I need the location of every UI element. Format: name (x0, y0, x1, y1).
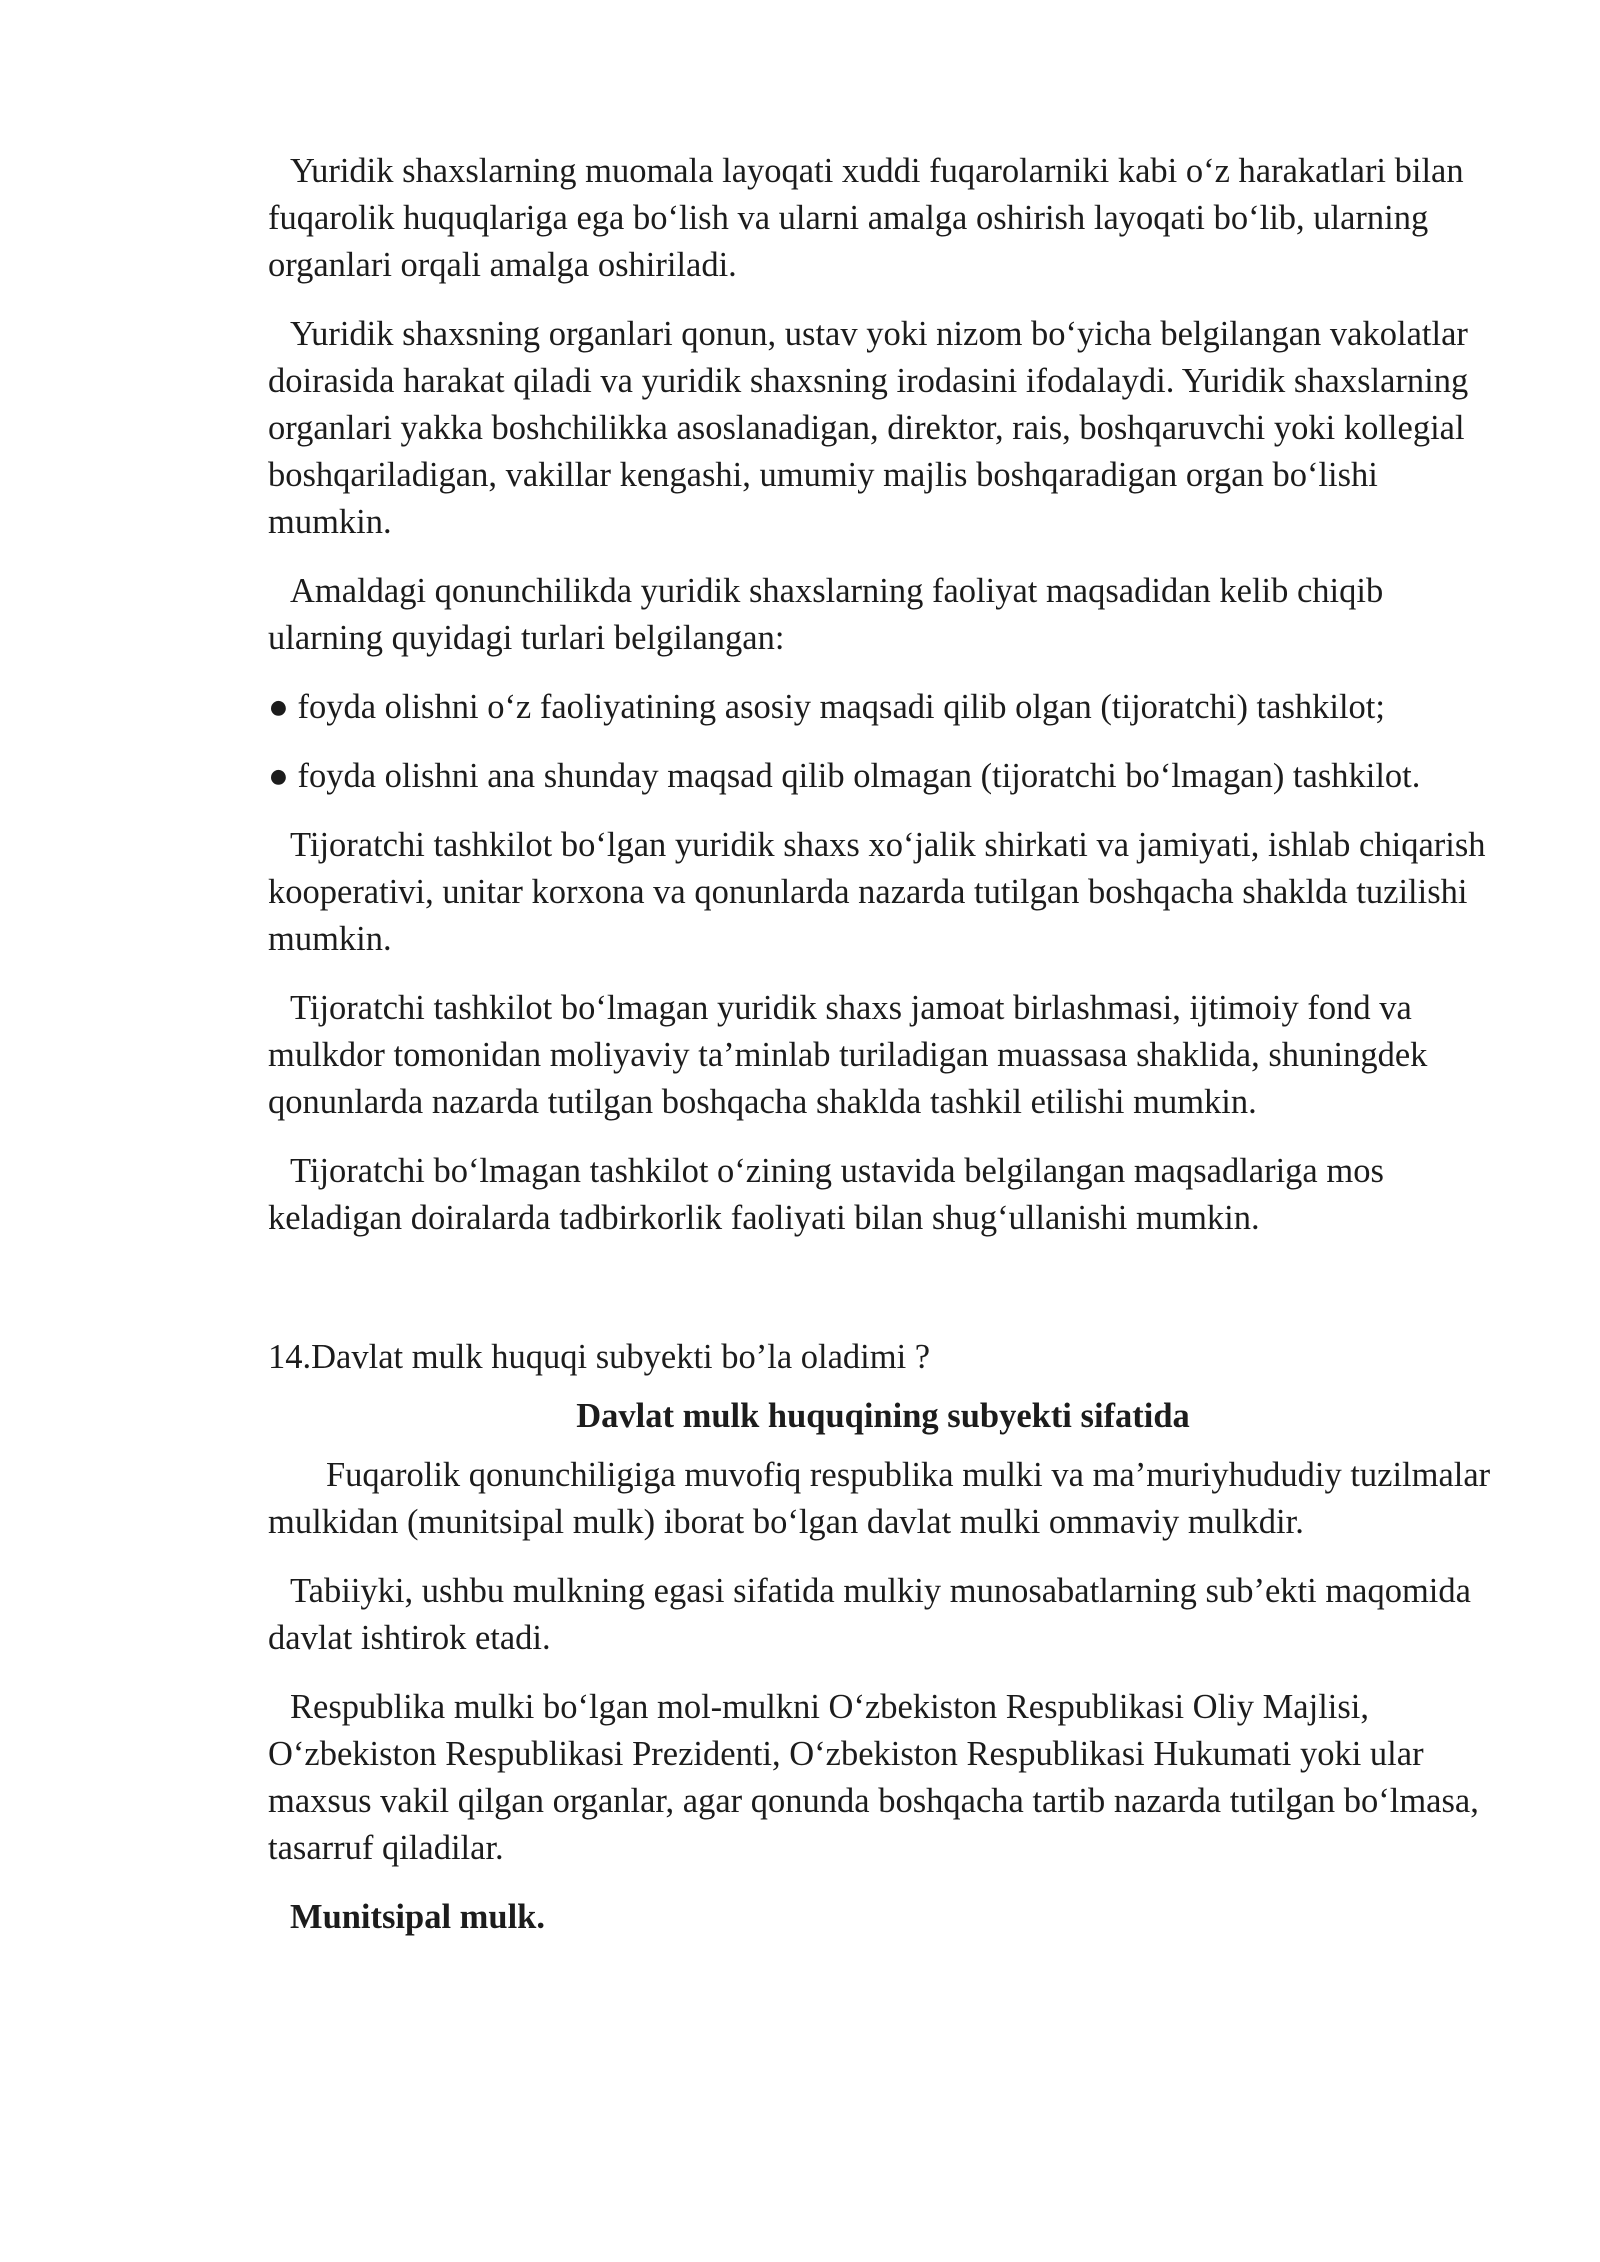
paragraph-noncommercial-forms: Tijoratchi tashkilot bo‘lmagan yuridik shaxs jamoat birlashmasi, ijtimoiy fond va mulkdor tomonidan moliyaviy ta’minlab turiladigan muassasa shaklida, shuningdek qonunlarda nazarda tutilgan boshqacha shaklda tashkil etilishi mumkin. (268, 989, 1428, 1121)
question-title: 14.Davlat mulk huquqi subyekti bo’la oladimi ? (268, 1338, 931, 1376)
paragraph-state-participation: Tabiiyki, ushbu mulkning egasi sifatida mulkiy munosabatlarning sub’ekti maqomida davlat ishtirok etadi. (268, 1572, 1471, 1657)
paragraph-entity-types-intro: Amaldagi qonunchilikda yuridik shaxslarning faoliyat maqsadidan kelib chiqib ularning quyidagi turlari belgilangan: (268, 572, 1384, 657)
paragraph-commercial-forms: Tijoratchi tashkilot bo‘lgan yuridik shaxs xo‘jalik shirkati va jamiyati, ishlab chiqarish kooperativi, unitar korxona va qonunlarda nazarda tutilgan boshqacha shaklda tuzilishi mumkin. (268, 826, 1486, 958)
section-heading: Davlat mulk huquqining subyekti sifatida (576, 1397, 1190, 1435)
bullet-item-commercial: ● foyda olishni o‘z faoliyatining asosiy maqsadi qilib olgan (tijoratchi) tashkilot; (268, 688, 1385, 726)
paragraph-legal-capacity: Yuridik shaxslarning muomala layoqati xuddi fuqarolarniki kabi o‘z harakatlari bilan fuqarolik huquqlariga ega bo‘lish va ularni amalga oshirish layoqati bo‘lib, ularning organlari orqali amalga oshiriladi. (268, 152, 1464, 284)
document-page (268, 148, 1498, 1941)
paragraph-republic-property: Respublika mulki bo‘lgan mol-mulkni O‘zbekiston Respublikasi Oliy Majlisi, O‘zbekiston Respublikasi Prezidenti, O‘zbekiston Respublikasi Hukumati yoki ular maxsus vakil qilgan organlar, agar qonunda boshqacha tartib nazarda tutilgan bo‘lmasa, tasarruf qiladilar. (268, 1688, 1479, 1867)
subheading-municipal-property: Munitsipal mulk. (290, 1898, 545, 1936)
paragraph-entity-organs: Yuridik shaxsning organlari qonun, ustav yoki nizom bo‘yicha belgilangan vakolatlar doirasida harakat qiladi va yuridik shaxsning irodasini ifodalaydi. Yuridik shaxslarning organlari yakka boshchilikka asoslanadigan, direktor, rais, boshqaruvchi yoki kollegial boshqariladigan, vakillar kengashi, umumiy majlis boshqaradigan organ bo‘lishi mumkin. (268, 315, 1469, 541)
paragraph-noncommercial-business: Tijoratchi bo‘lmagan tashkilot o‘zining ustavida belgilangan maqsadlariga mos keladigan doiralarda tadbirkorlik faoliyati bilan shug‘ullanishi mumkin. (268, 1152, 1384, 1237)
bullet-item-noncommercial: ● foyda olishni ana shunday maqsad qilib olmagan (tijoratchi bo‘lmagan) tashkilot. (268, 757, 1421, 795)
paragraph-public-property: Fuqarolik qonunchiligiga muvofiq respublika mulki va ma’muriyhududiy tuzilmalar mulkidan (munitsipal mulk) iborat bo‘lgan davlat mulki ommaviy mulkdir. (268, 1456, 1491, 1541)
